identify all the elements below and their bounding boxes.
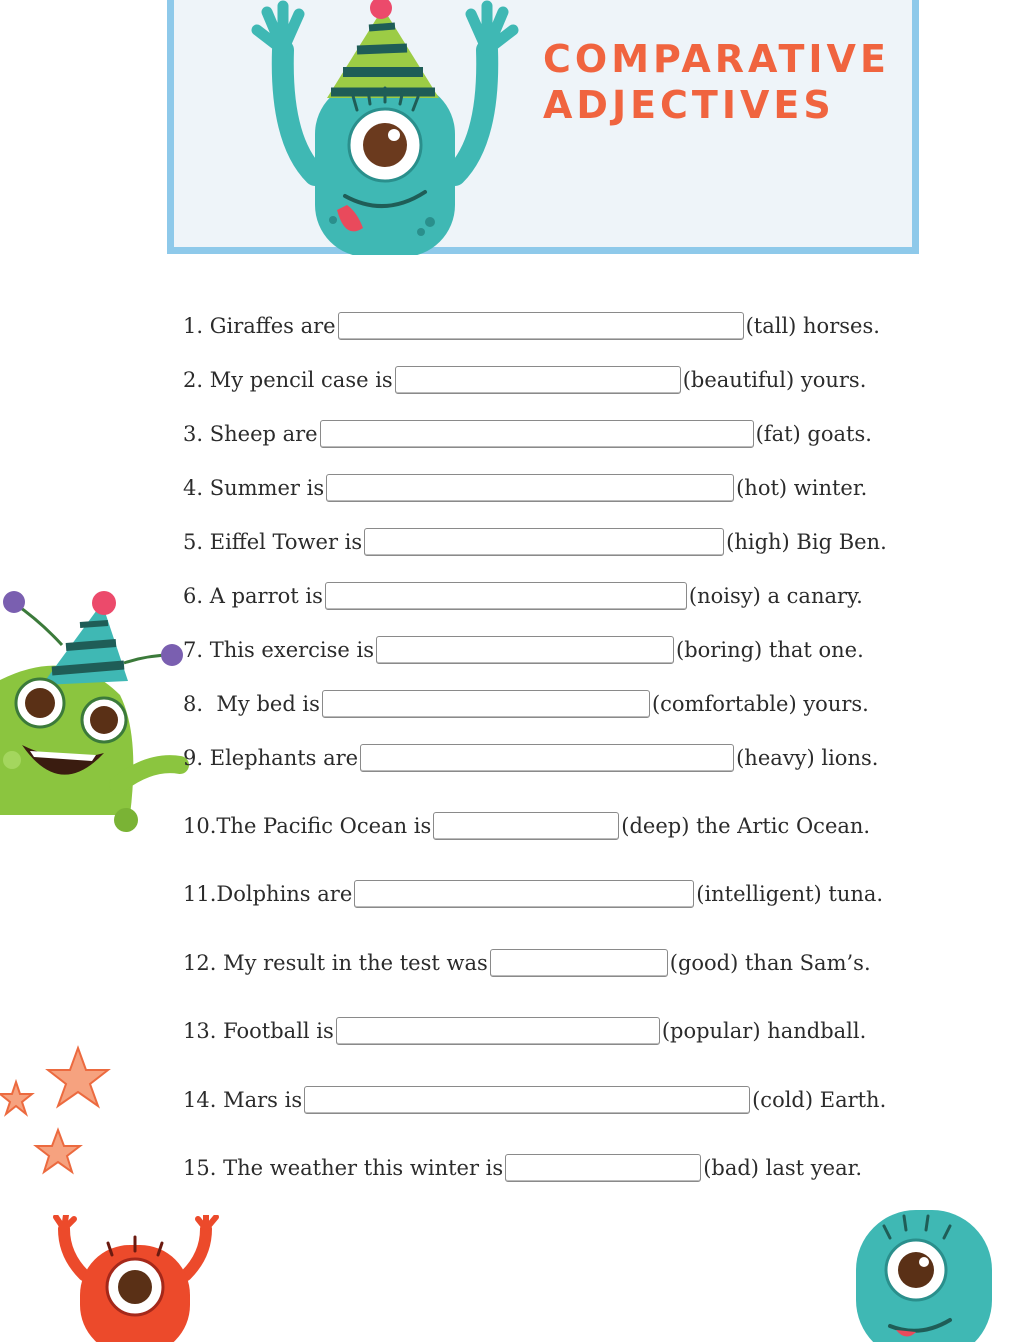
sentence-end: (deep) the Artic Ocean.: [621, 814, 871, 838]
list-item: [183, 945, 871, 981]
sentence-start: Elephants are: [209, 746, 359, 770]
list-item: [183, 686, 869, 722]
sentence-start: My result in the test was: [223, 951, 488, 975]
sentence-end: (boring) that one.: [676, 638, 864, 662]
sentence-start: Mars is: [223, 1088, 303, 1112]
answer-blank[interactable]: [364, 528, 724, 556]
title-line-2: ADJECTIVES: [543, 83, 835, 127]
title-line-1: COMPARATIVE: [543, 37, 890, 81]
list-item: [183, 308, 880, 344]
answer-blank[interactable]: [326, 474, 734, 502]
list-item: [183, 524, 887, 560]
item-number: 2.: [183, 368, 204, 392]
item-number: 13.: [183, 1019, 217, 1043]
sentence-end: (comfortable) yours.: [651, 692, 869, 716]
item-number: 12.: [183, 951, 217, 975]
answer-blank[interactable]: [360, 744, 734, 772]
sentence-start: Dolphins are: [216, 882, 353, 906]
sentence-end: (high) Big Ben.: [726, 530, 887, 554]
answer-blank[interactable]: [320, 420, 754, 448]
sentence-end: (popular) handball.: [661, 1019, 867, 1043]
answer-blank[interactable]: [338, 312, 744, 340]
item-number: 6.: [183, 584, 204, 608]
sentence-start: Sheep are: [209, 422, 318, 446]
item-number: 9.: [183, 746, 204, 770]
answer-blank[interactable]: [395, 366, 681, 394]
sentence-start: Eiffel Tower is: [209, 530, 363, 554]
list-item: [183, 876, 883, 912]
list-item: [183, 470, 867, 506]
sentence-start: Summer is: [209, 476, 325, 500]
answer-blank[interactable]: [325, 582, 687, 610]
list-item: [183, 740, 878, 776]
list-item: [183, 1082, 886, 1118]
answer-blank[interactable]: [336, 1017, 660, 1045]
sentence-end: (heavy) lions.: [736, 746, 879, 770]
item-number: 4.: [183, 476, 204, 500]
item-number: 1.: [183, 314, 204, 338]
item-number: 7.: [183, 638, 204, 662]
sentence-end: (hot) winter.: [736, 476, 868, 500]
list-item: [183, 578, 863, 614]
sentence-end: (noisy) a canary.: [688, 584, 863, 608]
list-item: [183, 416, 872, 452]
sentence-end: (beautiful) yours.: [682, 368, 867, 392]
list-item: [183, 808, 870, 844]
item-number: 11.: [183, 882, 217, 906]
sentence-end: (bad) last year.: [703, 1156, 862, 1180]
answer-blank[interactable]: [433, 812, 619, 840]
item-number: 8.: [183, 692, 204, 716]
sentence-start: The Pacific Ocean is: [216, 814, 432, 838]
list-item: [183, 1013, 866, 1049]
sentence-end: (cold) Earth.: [752, 1088, 887, 1112]
sentence-start: This exercise is: [209, 638, 375, 662]
sentence-end: (good) than Sam’s.: [669, 951, 871, 975]
list-item: [183, 632, 864, 668]
sentence-start: My bed is: [216, 692, 320, 716]
sentence-start: Giraffes are: [209, 314, 336, 338]
sentence-end: (tall) horses.: [745, 314, 880, 338]
item-number: 10.: [183, 814, 217, 838]
answer-blank[interactable]: [322, 690, 650, 718]
answer-blank[interactable]: [354, 880, 694, 908]
item-number: 15.: [183, 1156, 217, 1180]
item-number: 5.: [183, 530, 204, 554]
sentence-end: (fat) goats.: [755, 422, 872, 446]
item-number: 3.: [183, 422, 204, 446]
answer-blank[interactable]: [490, 949, 668, 977]
sentence-start: Football is: [223, 1019, 334, 1043]
answer-blank[interactable]: [505, 1154, 701, 1182]
sentence-start: The weather this winter is: [223, 1156, 504, 1180]
list-item: [183, 1150, 862, 1186]
answer-blank[interactable]: [304, 1086, 750, 1114]
item-number: 14.: [183, 1088, 217, 1112]
sentence-start: A parrot is: [209, 584, 323, 608]
sentence-end: (intelligent) tuna.: [696, 882, 884, 906]
answer-blank[interactable]: [376, 636, 674, 664]
list-item: [183, 362, 866, 398]
sentence-start: My pencil case is: [209, 368, 393, 392]
